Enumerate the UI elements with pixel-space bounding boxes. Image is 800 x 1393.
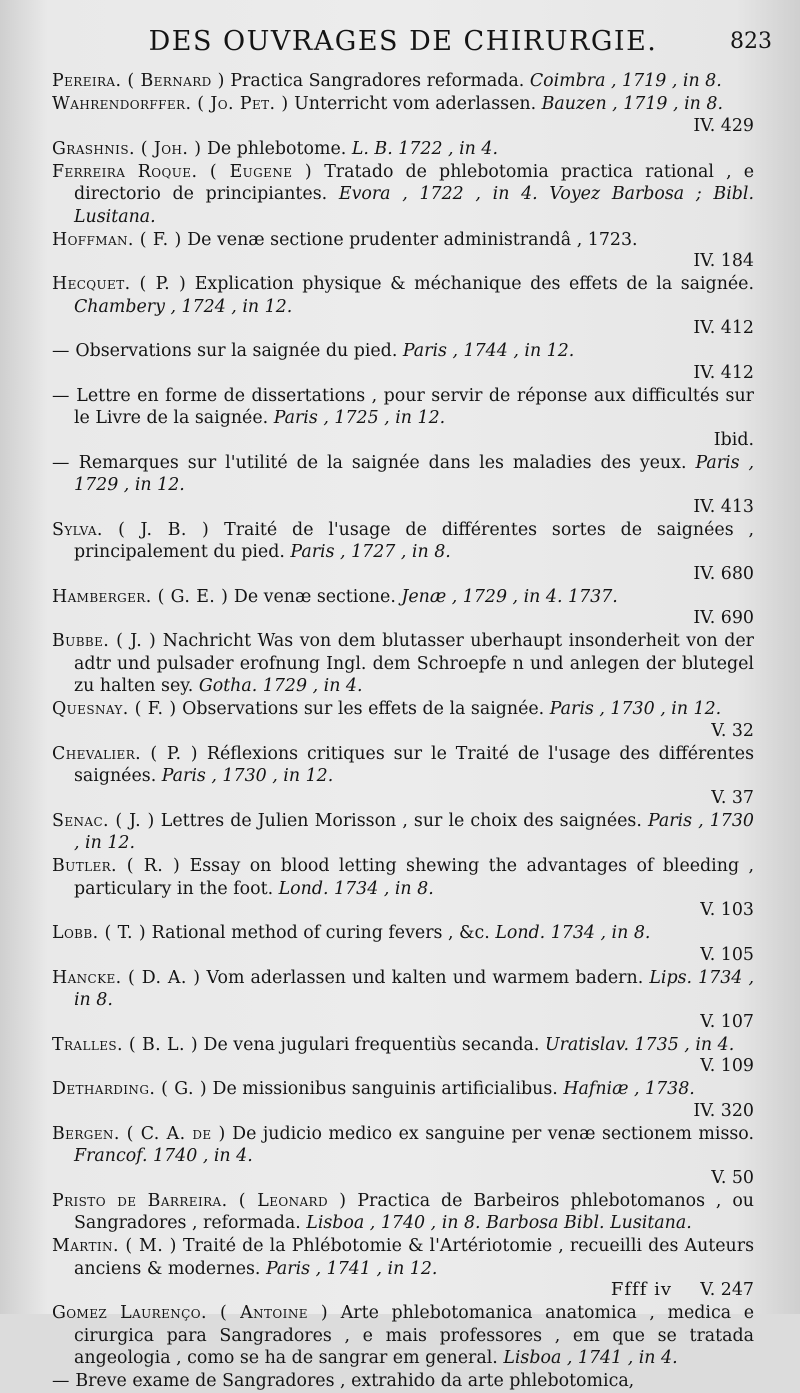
- entry-imprint: Bauzen , 1719 , in 8.: [541, 94, 723, 114]
- bibliography-entry: [52, 698, 754, 742]
- entry-title: Rational method of curing fevers , &c.: [151, 923, 490, 943]
- bibliography-entry: [52, 1123, 754, 1190]
- entry-reference: V. 105: [700, 944, 754, 965]
- entry-author: Quesnay. ( F. ): [52, 699, 177, 719]
- bibliography-entry: [52, 273, 754, 340]
- entry-author: Detharding. ( G. ): [52, 1079, 208, 1099]
- entry-author: Bubbe. ( J. ): [52, 631, 157, 651]
- bibliography-entry: [52, 922, 754, 966]
- entry-imprint: Paris , 1730 , in 12.: [549, 699, 722, 719]
- entry-author: —: [52, 1371, 70, 1391]
- page-number: 823: [730, 29, 772, 54]
- entry-title: Tratado de phlebotomia practica rational , e directorio de principiantes.: [74, 161, 755, 204]
- entry-title: Breve exame de Sangradores , extrahido da arte phlebotomica,: [75, 1371, 635, 1391]
- entry-reference: IV. 690: [693, 608, 754, 628]
- entry-imprint: Paris , 1729 , in 12.: [74, 452, 754, 495]
- entry-title: Observations sur la saignée du pied.: [75, 341, 398, 361]
- entry-author: —: [52, 341, 70, 361]
- entry-imprint: Coimbra , 1719 , in 8.: [529, 71, 722, 91]
- entry-author: Pristo de Barreira. ( Leonard ): [52, 1190, 347, 1211]
- entry-reference: Ibid.: [713, 429, 754, 450]
- entry-title: Remarques sur l'utilité de la saignée dans les maladies des yeux.: [78, 452, 687, 473]
- entry-author: Hecquet. ( P. ): [52, 274, 187, 294]
- entry-imprint: Paris , 1744 , in 12.: [402, 341, 575, 361]
- entry-reference: V. 37: [711, 787, 754, 808]
- entry-reference: V. 247: [700, 1280, 754, 1300]
- entry-author: Tralles. ( B. L. ): [52, 1034, 199, 1055]
- entry-title: Nachricht Was von dem blutasser uberhaupt insonderheit von der adtr und pulsader erofnung Ingl. dem Schroepfe n und anlegen der blutegel zu halten sey.: [74, 631, 754, 696]
- entry-title: De missionibus sanguinis artificialibus.: [212, 1079, 558, 1099]
- entry-imprint: Paris , 1741 , in 12.: [266, 1258, 438, 1279]
- entry-title: De venæ sectione prudenter administrandâ , 1723.: [187, 229, 638, 250]
- bibliography-entry: [52, 161, 754, 229]
- entry-imprint: Evora , 1722 , in 4. Voyez Barbosa ; Bibl. Lusitana.: [74, 184, 754, 227]
- entry-author: Grashnis. ( Joh. ): [52, 138, 202, 159]
- entry-title: Practica Sangradores reformada.: [230, 71, 525, 91]
- entry-imprint: Gotha. 1729 , in 4.: [198, 676, 363, 696]
- entry-title: Unterricht vom aderlassen.: [294, 94, 537, 114]
- entry-imprint: Lond. 1734 , in 8.: [278, 878, 434, 899]
- entry-title: Lettres de Julien Morisson , sur le choix des saignées.: [160, 810, 642, 831]
- bibliography-entry: [52, 810, 754, 855]
- entry-title: Observations sur les effets de la saignée.: [182, 699, 545, 719]
- entry-imprint: Paris , 1730 , in 12.: [74, 810, 754, 853]
- bibliography-entry: [52, 855, 754, 922]
- bibliography-entry: [52, 340, 754, 384]
- entry-author: Senac. ( J. ): [52, 810, 155, 831]
- bibliography-entry: [52, 1370, 754, 1393]
- entry-title: De venæ sectione.: [233, 586, 396, 607]
- bibliography-entry: [52, 1190, 754, 1235]
- entry-author: Gomez Laurenço. ( Antoine ): [52, 1303, 329, 1323]
- entry-imprint: Paris , 1725 , in 12.: [273, 408, 446, 428]
- bibliography-entry: [52, 519, 754, 586]
- entry-imprint: Francof. 1740 , in 4.: [74, 1146, 253, 1166]
- entry-reference: IV. 412: [693, 362, 754, 383]
- entry-imprint: Chambery , 1724 , in 12.: [74, 296, 293, 317]
- entry-reference: IV. 413: [693, 496, 754, 517]
- entry-author: —: [52, 385, 70, 406]
- entry-title: Traité de l'usage de différentes sortes de saignées , principalement du pied.: [74, 519, 754, 562]
- bibliography-entry: [52, 138, 754, 161]
- entry-reference: IV. 412: [693, 318, 754, 338]
- entry-title: Arte phlebotomanica anatomica , medica e cirurgica para Sangradores , e mais professores , em que se tratada angeologia , como se ha de sangrar em general.: [74, 1303, 754, 1368]
- entry-reference: V. 107: [700, 1011, 754, 1032]
- entry-title: Lettre en forme de dissertations , pour servir de réponse aux difficultés sur le Livre de la saignée.: [74, 385, 754, 428]
- bibliography-entry: [52, 452, 754, 519]
- entry-author: Martin. ( M. ): [52, 1236, 177, 1256]
- entry-author: Hancke. ( D. A. ): [52, 967, 201, 988]
- bibliography-entry: [52, 93, 754, 137]
- running-header: [52, 18, 772, 66]
- entry-imprint: Lond. 1734 , in 8.: [495, 923, 651, 943]
- entry-imprint: L. B. 1722 , in 4.: [351, 138, 498, 159]
- bibliography-entry: [52, 743, 754, 810]
- entry-title: Practica de Barbeiros phlebotomanos , ou Sangradores , reformada.: [74, 1190, 754, 1233]
- entry-author: —: [52, 452, 70, 473]
- entry-author: Butler. ( R. ): [52, 856, 181, 876]
- bibliography-entry: [52, 1078, 754, 1122]
- entry-reference: V. 103: [700, 900, 754, 920]
- entry-title: Réflexions critiques sur le Traité de l'usage des différentes saignées.: [74, 743, 754, 786]
- entry-author: Hoffman. ( F. ): [52, 229, 182, 250]
- entry-imprint: Lisboa , 1741 , in 4.: [503, 1348, 678, 1368]
- entry-imprint: Paris , 1727 , in 8.: [290, 542, 451, 562]
- entry-author: Wahrendorffer. ( Jo. Pet. ): [52, 94, 289, 114]
- bibliography-entry: [52, 385, 754, 452]
- entry-author: Ferreira Roque. ( Eugene ): [52, 161, 313, 182]
- page-title: DES OUVRAGES DE CHIRURGIE.: [148, 26, 658, 57]
- entry-author: Pereira. ( Bernard ): [52, 71, 225, 91]
- bibliography-entry: [52, 1302, 754, 1370]
- entry-title: De vena jugulari frequentiùs secanda.: [203, 1034, 540, 1055]
- entry-imprint: Lips. 1734 , in 8.: [74, 967, 754, 1010]
- bibliography-entry: [52, 229, 754, 273]
- entry-reference: IV. 429: [693, 115, 754, 136]
- entry-reference: V. 50: [711, 1167, 754, 1188]
- entry-author: Hamberger. ( G. E. ): [52, 586, 229, 607]
- entry-title: De judicio medico ex sanguine per venæ sectionem misso.: [232, 1123, 754, 1144]
- entry-title: De phlebotome.: [206, 138, 347, 159]
- entry-reference: V. 32: [711, 720, 754, 741]
- entry-reference: IV. 680: [693, 563, 754, 584]
- entry-imprint: Uratislav. 1735 , in 4.: [544, 1034, 735, 1055]
- entry-author: Chevalier. ( P. ): [52, 743, 198, 764]
- entry-author: Lobb. ( T. ): [52, 923, 147, 943]
- entry-title: Traité de la Phlébotomie & l'Artériotomie , recueilli des Auteurs anciens & modernes.: [74, 1236, 754, 1279]
- bibliography-entry: [52, 586, 754, 630]
- bibliography-entry: [52, 967, 754, 1034]
- entry-reference: V. 109: [700, 1056, 754, 1076]
- entry-title: Vom aderlassen und kalten und warmem badern.: [206, 967, 644, 988]
- entry-imprint: Lisboa , 1740 , in 8. Barbosa Bibl. Lusitana.: [306, 1213, 692, 1233]
- bibliography-entry: [52, 1034, 754, 1078]
- bibliography-list: [52, 70, 754, 1393]
- entry-reference: IV. 184: [693, 251, 754, 271]
- entry-title: Essay on blood letting shewing the advantages of bleeding , particulary in the foot.: [74, 856, 754, 899]
- bibliography-entry: [52, 70, 754, 93]
- entry-imprint: Hafniæ , 1738.: [563, 1079, 695, 1099]
- entry-author: Sylva. ( J. B. ): [52, 519, 210, 540]
- bibliography-entry: [52, 630, 754, 698]
- entry-imprint: Paris , 1730 , in 12.: [161, 766, 334, 786]
- signature-mark: Ffff iv: [610, 1279, 672, 1300]
- entry-title: Explication physique & méchanique des effets de la saignée.: [194, 274, 754, 294]
- entry-imprint: Jenæ , 1729 , in 4. 1737.: [401, 586, 618, 607]
- entry-reference: IV. 320: [693, 1100, 754, 1121]
- entry-author: Bergen. ( C. A. de ): [52, 1123, 226, 1144]
